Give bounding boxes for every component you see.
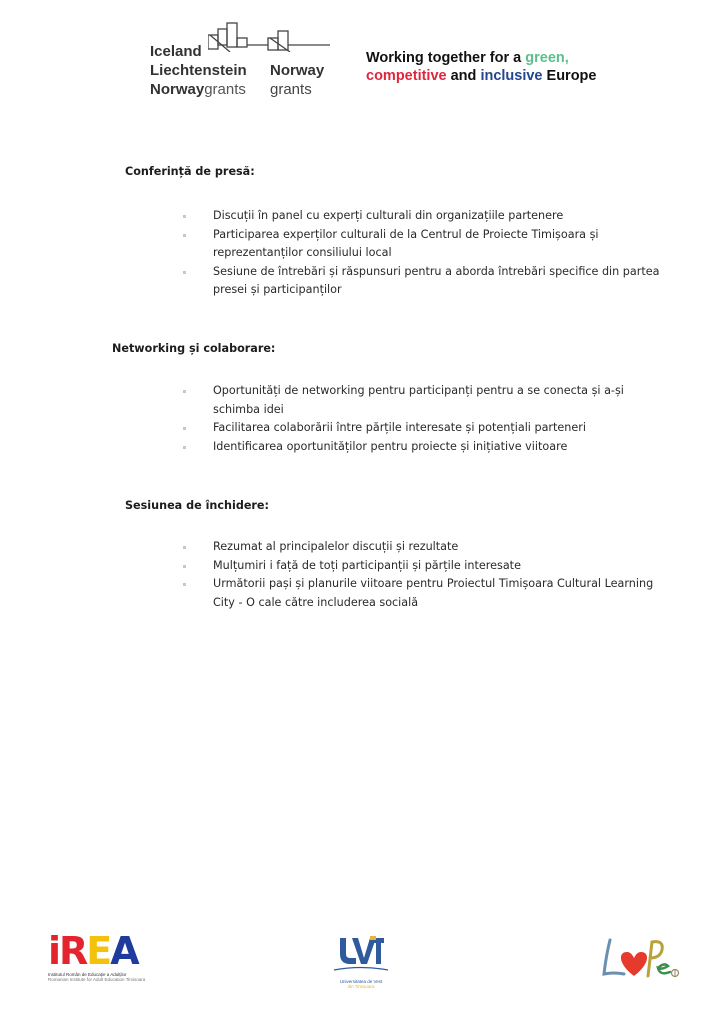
love-logo xyxy=(598,936,680,980)
irea-letter-e: E xyxy=(86,929,111,973)
bullet-icon xyxy=(183,583,186,586)
eea-logo-norway-bold: Norway xyxy=(150,81,205,98)
eea-norway-grants-logo xyxy=(148,22,338,100)
list-item xyxy=(180,263,660,300)
uvt-mark-icon xyxy=(330,932,392,974)
bullet-icon xyxy=(183,565,186,568)
list-item xyxy=(180,557,660,576)
section-heading-press-conference: Conferință de presă: xyxy=(125,165,255,178)
list-item-text: Următorii pași și planurile viitoare pentru Proiectul Timișoara Cultural Learning City - O cale către includerea socială xyxy=(213,577,654,609)
tagline-europe: Europe xyxy=(542,68,597,84)
norway-grants-grants: grants xyxy=(270,81,312,98)
eea-logo-iceland: Iceland xyxy=(150,43,202,60)
tagline-line-1 xyxy=(366,49,596,67)
list-item xyxy=(180,207,660,226)
bullet-icon xyxy=(183,390,186,393)
list-item xyxy=(180,575,660,612)
irea-logo-letters xyxy=(48,929,160,973)
eea-skyline-icon xyxy=(208,22,338,52)
list-item xyxy=(180,226,660,263)
norway-grants-norway: Norway xyxy=(270,62,325,79)
uvt-subtitle-1: Universitatea de Vest xyxy=(339,979,383,984)
tagline-green: green, xyxy=(525,50,569,66)
bullet-icon xyxy=(183,446,186,449)
bullet-icon xyxy=(183,546,186,549)
list-item xyxy=(180,382,660,419)
tagline-competitive: competitive xyxy=(366,68,447,84)
list-item xyxy=(180,438,660,457)
uvt-subtitle-2: din Timișoara xyxy=(347,984,375,989)
list-item-text: Oportunități de networking pentru participanți pentru a se conecta și a-și schimba idei xyxy=(213,384,624,416)
list-item-text: Mulțumiri i față de toți participanții și părțile interesate xyxy=(213,558,521,572)
uvt-logo xyxy=(330,932,392,992)
press-conference-list xyxy=(180,207,660,300)
eea-tagline xyxy=(366,49,596,85)
eea-logo-grants-light: grants xyxy=(204,81,246,98)
irea-subtitle-ro: Institutul Român de Educație a Adulților xyxy=(48,972,127,977)
bullet-icon xyxy=(183,271,186,274)
irea-letter-i: i xyxy=(48,929,60,973)
list-item-text: Discuții în panel cu experți culturali din organizațiile partenere xyxy=(213,209,564,222)
irea-logo xyxy=(48,929,160,984)
tagline-line-2 xyxy=(366,67,596,85)
tagline-and: and xyxy=(446,68,481,84)
list-item-text: Sesiune de întrebări și răspunsuri pentru a aborda întrebări specifice din partea presei și participanților xyxy=(213,264,660,296)
irea-letter-r: R xyxy=(59,929,87,973)
bullet-icon xyxy=(183,215,186,218)
section-heading-networking: Networking și colaborare: xyxy=(112,342,276,355)
list-item xyxy=(180,538,660,557)
tagline-text: Working together for a xyxy=(366,50,526,66)
networking-list xyxy=(180,382,660,456)
bullet-icon xyxy=(183,234,186,237)
closing-session-list xyxy=(180,538,660,612)
eea-logo-norway-grants xyxy=(150,80,246,99)
irea-letter-a: A xyxy=(110,929,138,973)
bullet-icon xyxy=(183,427,186,430)
irea-subtitle-en: Romanian Institute for Adult Education Timisoara xyxy=(48,977,146,982)
tagline-inclusive: inclusive xyxy=(480,68,543,84)
list-item-text: Participarea experților culturali de la Centrul de Proiecte Timișoara și reprezentanților consiliului local xyxy=(213,227,599,259)
list-item xyxy=(180,419,660,438)
eea-logo-liechtenstein: Liechtenstein xyxy=(150,62,247,79)
list-item-text: Rezumat al principalelor discuții și rezultate xyxy=(213,540,459,553)
love-logo-artwork-icon xyxy=(598,936,680,980)
list-item-text: Facilitarea colaborării între părțile interesate și potențiali parteneri xyxy=(213,421,586,434)
section-heading-closing-session: Sesiunea de închidere: xyxy=(125,499,269,512)
list-item-text: Identificarea oportunităților pentru proiecte și inițiative viitoare xyxy=(213,439,568,453)
